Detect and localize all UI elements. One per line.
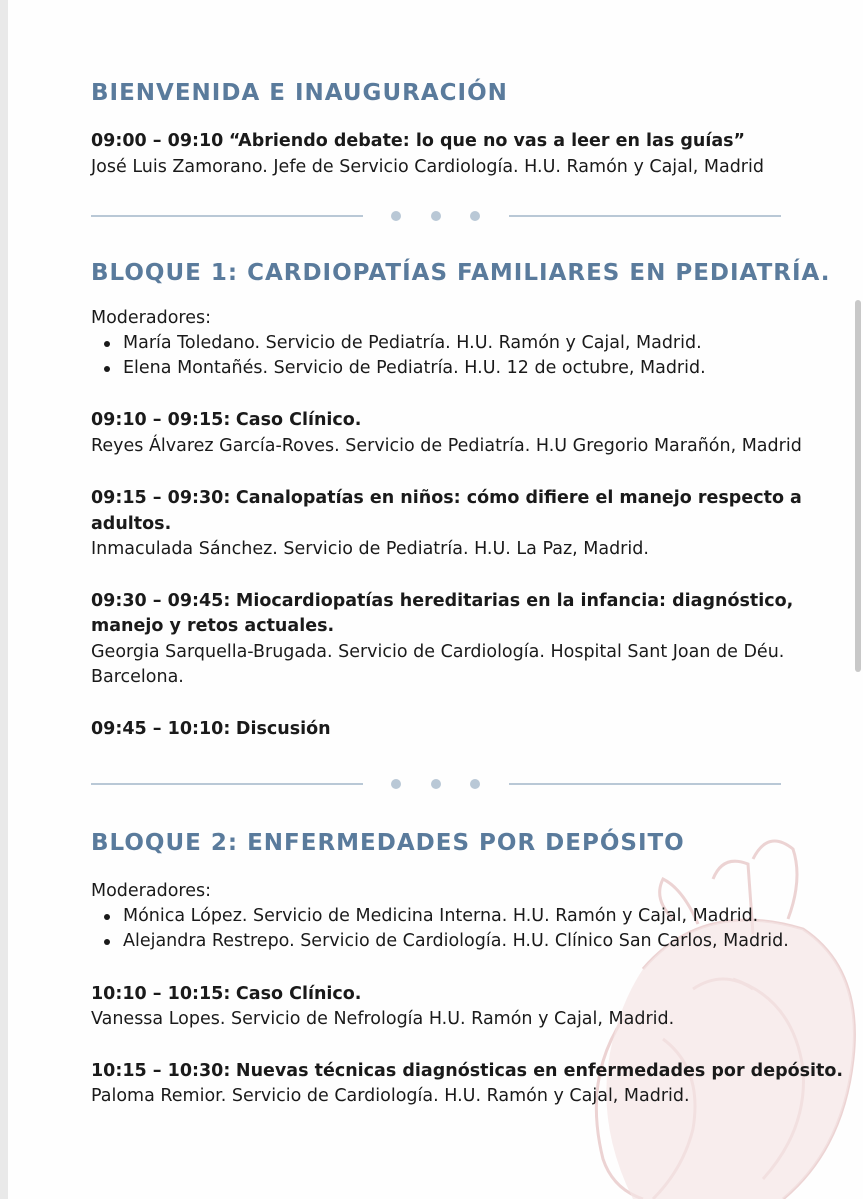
talk-title-continued: manejo y retos actuales.: [91, 616, 335, 636]
section-title-bienvenida: BIENVENIDA E INAUGURACIÓN: [91, 80, 508, 106]
section-title-bloque-2: BLOQUE 2: ENFERMEDADES POR DEPÓSITO: [91, 830, 685, 856]
talk-speaker: Vanessa Lopes. Servicio de Nefrología H.U. Ramón y Cajal, Madrid.: [91, 1009, 675, 1029]
talk-time: 09:10 – 09:15:: [91, 410, 231, 430]
separator-dot: [391, 779, 401, 789]
talk-title-continued: adultos.: [91, 514, 172, 534]
talk-title: Canalopatías en niños: cómo difiere el manejo respecto a: [235, 488, 802, 508]
talk-line: [91, 486, 802, 511]
talk-time: 09:15 – 09:30:: [91, 488, 231, 508]
moderators-label: Moderadores:: [91, 881, 212, 901]
talk-time: 09:00 – 09:10: [91, 131, 224, 151]
talk-speaker: Reyes Álvarez García-Roves. Servicio de Pediatría. H.U Gregorio Marañón, Madrid: [91, 436, 802, 456]
talk-speaker: José Luis Zamorano. Jefe de Servicio Cardiología. H.U. Ramón y Cajal, Madrid: [91, 157, 764, 177]
separator-rule: [509, 215, 781, 217]
separator-dot: [470, 779, 480, 789]
scrollbar[interactable]: [855, 300, 861, 672]
separator-rule: [509, 783, 781, 785]
talk-speaker: Georgia Sarquella-Brugada. Servicio de Cardiología. Hospital Sant Joan de Déu.: [91, 642, 785, 662]
talk-line: [91, 982, 361, 1007]
talk-title: Caso Clínico.: [235, 984, 362, 1004]
talk-line: [91, 589, 793, 614]
talk-time: 09:45 – 10:10:: [91, 719, 231, 739]
talk-title: Caso Clínico.: [235, 410, 362, 430]
separator-dot: [431, 779, 441, 789]
talk-speaker: Paloma Remior. Servicio de Cardiología. H.U. Ramón y Cajal, Madrid.: [91, 1086, 690, 1106]
talk-line: [91, 1059, 843, 1084]
separator-dot: [470, 211, 480, 221]
moderator-item: María Toledano. Servicio de Pediatría. H.U. Ramón y Cajal, Madrid.: [91, 331, 702, 356]
separator-dot: [431, 211, 441, 221]
talk-title: Miocardiopatías hereditarias en la infancia: diagnóstico,: [235, 591, 794, 611]
talk-time: 10:10 – 10:15:: [91, 984, 231, 1004]
talk-title: Nuevas técnicas diagnósticas en enfermedades por depósito.: [235, 1061, 844, 1081]
separator-dot: [391, 211, 401, 221]
talk-line: [91, 717, 331, 742]
talk-title: Discusión: [235, 719, 331, 739]
page-edge: [0, 0, 8, 1199]
talk-line: [91, 129, 745, 154]
talk-title: “Abriendo debate: lo que no vas a leer en las guías”: [228, 131, 746, 151]
talk-time: 10:15 – 10:30:: [91, 1061, 231, 1081]
section-title-bloque-1: BLOQUE 1: CARDIOPATÍAS FAMILIARES EN PEDIATRÍA.: [91, 260, 831, 286]
talk-line: [91, 408, 361, 433]
moderators-label: Moderadores:: [91, 308, 212, 328]
talk-speaker: Inmaculada Sánchez. Servicio de Pediatría. H.U. La Paz, Madrid.: [91, 539, 649, 559]
talk-speaker-continued: Barcelona.: [91, 667, 184, 687]
section-separator: [91, 206, 782, 226]
separator-rule: [91, 783, 363, 785]
moderator-item: Elena Montañés. Servicio de Pediatría. H.U. 12 de octubre, Madrid.: [91, 356, 706, 381]
separator-rule: [91, 215, 363, 217]
moderator-item: Alejandra Restrepo. Servicio de Cardiología. H.U. Clínico San Carlos, Madrid.: [91, 929, 789, 954]
moderator-item: Mónica López. Servicio de Medicina Interna. H.U. Ramón y Cajal, Madrid.: [91, 904, 758, 929]
section-separator: [91, 774, 782, 794]
talk-time: 09:30 – 09:45:: [91, 591, 231, 611]
